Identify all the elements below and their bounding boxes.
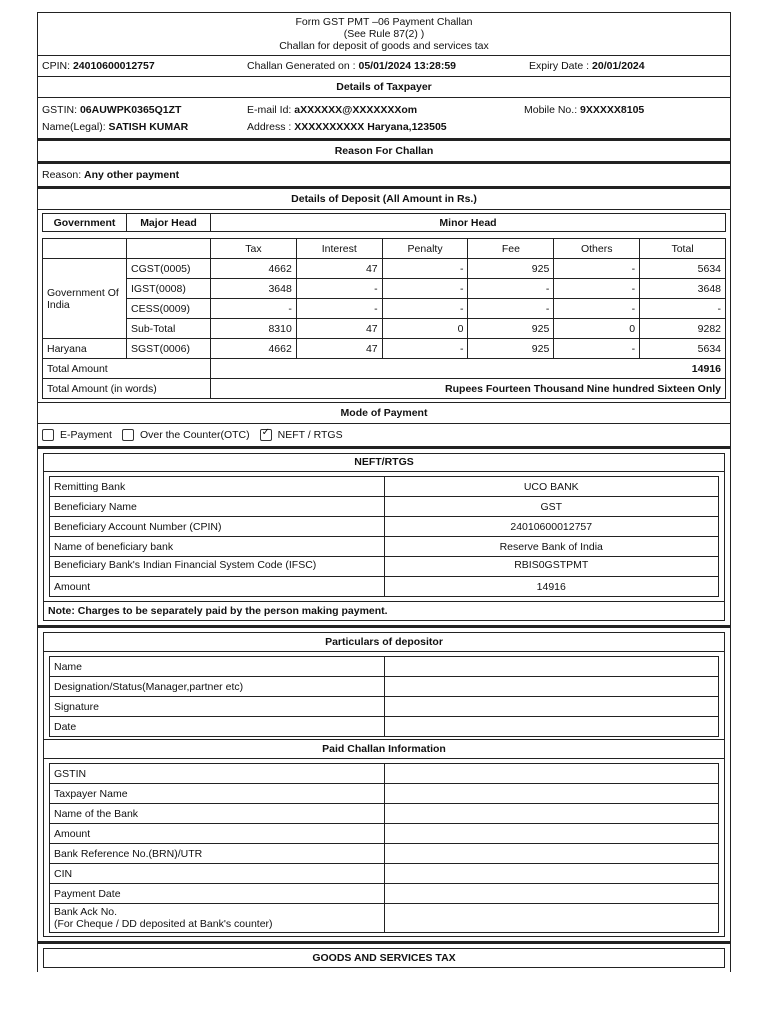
- depositor-signature-field[interactable]: [384, 697, 719, 717]
- table-row: CIN: [50, 864, 719, 884]
- payment-mode-row: [37, 424, 731, 447]
- form-title: Form GST PMT –06 Payment Challan: [295, 16, 473, 28]
- table-row: IGST(0008) 3648 - - - - 3648: [43, 279, 726, 299]
- table-row: Payment Date: [50, 884, 719, 904]
- head-government: Government: [43, 214, 127, 232]
- reason-row: Reason: Any other payment: [37, 162, 731, 187]
- col-interest: Interest: [296, 239, 382, 259]
- table-row: Taxpayer Name: [50, 784, 719, 804]
- paid-title: Paid Challan Information: [44, 739, 724, 759]
- deposit-title: Details of Deposit (All Amount in Rs.): [37, 187, 731, 210]
- challan-header: [37, 12, 731, 56]
- total-words-row: Total Amount (in words) Rupees Fourteen Thousand Nine hundred Sixteen Only: [43, 379, 726, 399]
- table-row: Sub-Total 8310 47 0 925 0 9282: [43, 319, 726, 339]
- paid-amount-field[interactable]: [384, 824, 719, 844]
- table-row: Remitting Bank UCO BANK: [50, 477, 719, 497]
- table-row: Bank Reference No.(BRN)/UTR: [50, 844, 719, 864]
- table-row: Designation/Status(Manager,partner etc): [50, 677, 719, 697]
- paid-cin-field[interactable]: [384, 864, 719, 884]
- challan-page: [37, 12, 731, 972]
- footer-section: [37, 942, 731, 972]
- taxpayer-title: Details of Taxpayer: [37, 77, 731, 98]
- table-row: Beneficiary Account Number (CPIN) 24010600012757: [50, 517, 719, 537]
- table-row: GSTIN: [50, 764, 719, 784]
- depositor-title: Particulars of depositor: [44, 633, 724, 652]
- neft-label: NEFT / RTGS: [277, 429, 343, 441]
- depositor-name-field[interactable]: [384, 657, 719, 677]
- paid-taxpayer-field[interactable]: [384, 784, 719, 804]
- state-label: Haryana: [43, 339, 127, 359]
- payment-title: Mode of Payment: [37, 403, 731, 424]
- depositor-date-field[interactable]: [384, 717, 719, 737]
- table-row: Name: [50, 657, 719, 677]
- table-row: Signature: [50, 697, 719, 717]
- email-value: aXXXXXX@XXXXXXXom: [294, 103, 418, 116]
- col-total: Total: [640, 239, 726, 259]
- cpin-row: CPIN: 24010600012757 Challan Generated on : 05/01/2024 13:28:59 Expiry Date : 20/01/2024: [37, 56, 731, 77]
- gov-india-label: Government Of India: [43, 259, 127, 339]
- deposit-section: [37, 210, 731, 403]
- col-penalty: Penalty: [382, 239, 468, 259]
- expiry-date: 20/01/2024: [592, 60, 645, 72]
- neft-table: [49, 476, 719, 597]
- footer-title: GOODS AND SERVICES TAX: [43, 948, 725, 968]
- neft-section: [37, 447, 731, 626]
- table-row: Amount 14916: [50, 577, 719, 597]
- head-minor: Minor Head: [211, 214, 726, 232]
- reason-value: Any other payment: [84, 169, 180, 181]
- depositor-section: [37, 626, 731, 942]
- table-row: CESS(0009) - - - - - -: [43, 299, 726, 319]
- paid-brn-field[interactable]: [384, 844, 719, 864]
- col-others: Others: [554, 239, 640, 259]
- neft-checkbox[interactable]: [260, 429, 272, 441]
- total-amount: 14916: [211, 359, 726, 379]
- table-row: Beneficiary Name GST: [50, 497, 719, 517]
- otc-label: Over the Counter(OTC): [139, 429, 250, 441]
- table-row: Name of beneficiary bank Reserve Bank of India: [50, 537, 719, 557]
- reason-title: Reason For Challan: [37, 139, 731, 162]
- generated-date: 05/01/2024 13:28:59: [358, 60, 456, 72]
- paid-ack-field[interactable]: [384, 904, 719, 933]
- depositor-designation-field[interactable]: [384, 677, 719, 697]
- legal-name: SATISH KUMAR: [108, 120, 189, 133]
- otc-checkbox[interactable]: [122, 429, 134, 441]
- paid-gstin-field[interactable]: [384, 764, 719, 784]
- neft-title: NEFT/RTGS: [44, 454, 724, 472]
- table-row: Beneficiary Bank's Indian Financial System Code (IFSC) RBIS0GSTPMT: [50, 557, 719, 577]
- head-major: Major Head: [127, 214, 211, 232]
- table-row: Haryana SGST(0006) 4662 47 - 925 - 5634: [43, 339, 726, 359]
- gstin-value: 06AUWPK0365Q1ZT: [79, 103, 182, 116]
- deposit-table: [42, 238, 726, 399]
- mobile-value: 9XXXXX8105: [580, 103, 645, 116]
- col-fee: Fee: [468, 239, 554, 259]
- paid-date-field[interactable]: [384, 884, 719, 904]
- total-words: Rupees Fourteen Thousand Nine hundred Sixteen Only: [211, 379, 726, 399]
- table-row: Bank Ack No. (For Cheque / DD deposited at Bank's counter): [50, 904, 719, 933]
- table-row: Date: [50, 717, 719, 737]
- deposit-head-table: [42, 213, 726, 232]
- paid-table: [49, 763, 719, 933]
- neft-note: Note: Charges to be separately paid by the person making payment.: [44, 601, 724, 620]
- total-row: Total Amount 14916: [43, 359, 726, 379]
- neft-box: [43, 453, 725, 621]
- col-tax: Tax: [211, 239, 297, 259]
- table-row: Amount: [50, 824, 719, 844]
- taxpayer-details: GSTIN: 06AUWPK0365Q1ZT E-mail Id: aXXXXXX@XXXXXXXom Mobile No.: 9XXXXX8105 Name(Legal): SATISH KUMAR Address : XXXXXXXXXX Haryana,123505: [37, 98, 731, 139]
- e-payment-checkbox[interactable]: [42, 429, 54, 441]
- address-value: XXXXXXXXXX Haryana,123505: [294, 120, 447, 133]
- depositor-table: [49, 656, 719, 737]
- depositor-box: [43, 632, 725, 937]
- form-rule: (See Rule 87(2) ): [343, 28, 425, 40]
- e-payment-label: E-Payment: [60, 429, 112, 441]
- table-row: Name of the Bank: [50, 804, 719, 824]
- table-row: Government Of India CGST(0005) 4662 47 - 925 - 5634: [43, 259, 726, 279]
- paid-bank-field[interactable]: [384, 804, 719, 824]
- cpin-value: 24010600012757: [72, 60, 155, 72]
- form-subtitle: Challan for deposit of goods and services tax: [279, 40, 489, 52]
